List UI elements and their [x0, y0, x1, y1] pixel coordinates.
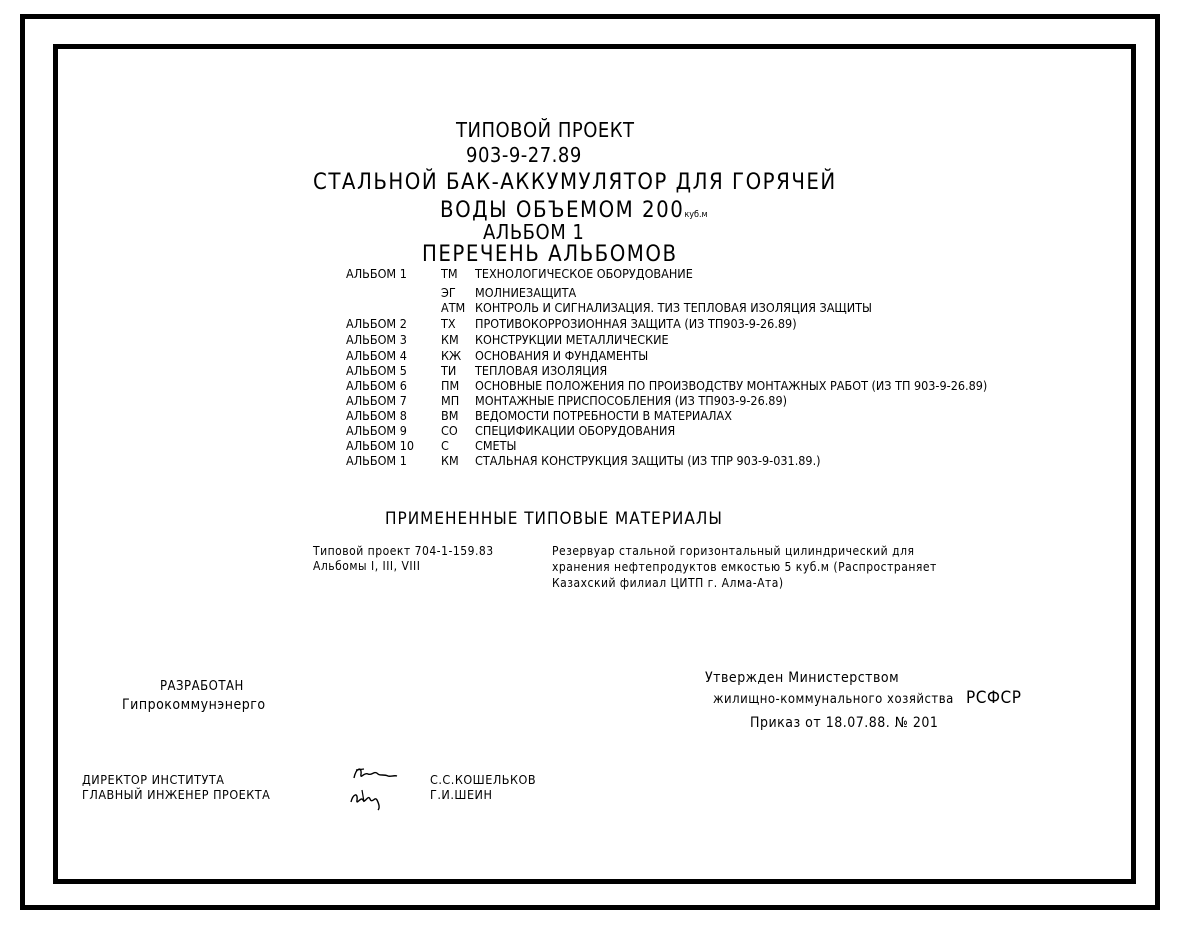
album-row: [346, 440, 516, 453]
album-row: [346, 350, 648, 363]
album-number: АЛЬБОМ 8: [346, 408, 407, 423]
album-number: АЛЬБОМ 2: [346, 316, 407, 331]
signature-director: [350, 764, 400, 786]
album-code: ТХ: [441, 316, 456, 331]
approval-country: РСФСР: [965, 688, 1022, 708]
album-number: АЛЬБОМ 7: [346, 393, 407, 408]
album-title: СМЕТЫ: [475, 438, 517, 453]
materials-desc-line3: Казахский филиал ЦИТП г. Алма-Ата): [552, 576, 784, 590]
approval-line2: [713, 690, 1021, 707]
album-row: [346, 410, 732, 423]
album-code: ВМ: [441, 408, 459, 423]
role-chief-engineer: ГЛАВНЫЙ ИНЖЕНЕР ПРОЕКТА: [82, 787, 271, 802]
album-row: [346, 425, 675, 438]
materials-albums: Альбомы I, III, VIII: [313, 559, 421, 573]
album-title: ТЕПЛОВАЯ ИЗОЛЯЦИЯ: [475, 363, 608, 378]
album-title: ОСНОВАНИЯ И ФУНДАМЕНТЫ: [475, 348, 649, 363]
album-title: СПЕЦИФИКАЦИИ ОБОРУДОВАНИЯ: [475, 423, 676, 438]
album-number: АЛЬБОМ 10: [346, 438, 415, 453]
album-row: [346, 380, 987, 393]
signature-chief-engineer: [348, 786, 388, 812]
album-code: КЖ: [441, 348, 462, 363]
approval-line1: Утвержден Министерством: [705, 670, 900, 686]
project-number: 903-9-27.89: [466, 143, 582, 167]
approval-ministry: жилищно-коммунального хозяйства: [713, 692, 954, 707]
album-code: ТИ: [441, 363, 457, 378]
materials-desc-line1: Резервуар стальной горизонтальный цилиндрический для: [552, 544, 915, 558]
album-number: АЛЬБОМ 3: [346, 332, 407, 347]
album-code: СО: [441, 423, 458, 438]
album-row: [346, 455, 821, 468]
album-row: [346, 287, 576, 300]
materials-desc-line2: хранения нефтепродуктов емкостью 5 куб.м (Распространяет: [552, 560, 937, 574]
album-number: АЛЬБОМ 5: [346, 363, 407, 378]
approval-order: Приказ от 18.07.88. № 201: [750, 715, 939, 731]
album-code: ТМ: [441, 266, 458, 281]
album-row: [346, 302, 872, 315]
album-code: МП: [441, 393, 460, 408]
developer-org: Гипрокоммунэнерго: [122, 697, 266, 713]
album-row: [346, 395, 787, 408]
album-row: [346, 318, 797, 331]
album-row: [346, 365, 607, 378]
name-chief-engineer: Г.И.ШЕИН: [430, 787, 493, 802]
album-title: ТЕХНОЛОГИЧЕСКОЕ ОБОРУДОВАНИЕ: [475, 266, 693, 281]
name-director: С.С.КОШЕЛЬКОВ: [430, 772, 537, 787]
developer-label: РАЗРАБОТАН: [160, 679, 244, 694]
album-title: КОНТРОЛЬ И СИГНАЛИЗАЦИЯ. ТИЗ ТЕПЛОВАЯ ИЗОЛЯЦИЯ ЗАЩИТЫ: [475, 300, 872, 315]
album-row: [346, 334, 669, 347]
project-title-line1: СТАЛЬНОЙ БАК-АККУМУЛЯТОР ДЛЯ ГОРЯЧЕЙ: [313, 170, 837, 195]
album-code: АТМ: [441, 300, 466, 315]
role-director: ДИРЕКТОР ИНСТИТУТА: [82, 772, 225, 787]
album-row: [346, 268, 693, 281]
album-title: МОЛНИЕЗАЩИТА: [475, 285, 577, 300]
album-code: КМ: [441, 453, 459, 468]
materials-heading: ПРИМЕНЕННЫЕ ТИПОВЫЕ МАТЕРИАЛЫ: [385, 509, 723, 529]
album-title: ОСНОВНЫЕ ПОЛОЖЕНИЯ ПО ПРОИЗВОДСТВУ МОНТАЖНЫХ РАБОТ (ИЗ ТП 903-9-26.89): [475, 378, 988, 393]
project-title-line2-text: ВОДЫ ОБЪЕМОМ 200: [440, 198, 685, 223]
album-title: ВЕДОМОСТИ ПОТРЕБНОСТИ В МАТЕРИАЛАХ: [475, 408, 732, 423]
volume-unit: куб.м: [684, 210, 708, 220]
album-title: КОНСТРУКЦИИ МЕТАЛЛИЧЕСКИЕ: [475, 332, 669, 347]
project-type: ТИПОВОЙ ПРОЕКТ: [456, 118, 635, 142]
album-code: ПМ: [441, 378, 460, 393]
album-label: АЛЬБОМ 1: [483, 220, 585, 244]
album-code: ЭГ: [441, 285, 456, 300]
album-number: АЛЬБОМ 4: [346, 348, 407, 363]
album-title: МОНТАЖНЫЕ ПРИСПОСОБЛЕНИЯ (ИЗ ТП903-9-26.89): [475, 393, 788, 408]
album-list-heading: ПЕРЕЧЕНЬ АЛЬБОМОВ: [422, 242, 678, 267]
album-number: АЛЬБОМ 9: [346, 423, 407, 438]
album-number: АЛЬБОМ 1: [346, 266, 407, 281]
album-number: АЛЬБОМ 1: [346, 453, 407, 468]
album-number: АЛЬБОМ 6: [346, 378, 407, 393]
album-code: КМ: [441, 332, 459, 347]
project-title-line2: [440, 200, 708, 222]
album-title: СТАЛЬНАЯ КОНСТРУКЦИЯ ЗАЩИТЫ (ИЗ ТПР 903-9-031.89.): [475, 453, 821, 468]
materials-project: Типовой проект 704-1-159.83: [313, 544, 494, 558]
album-code: С: [441, 438, 449, 453]
album-title: ПРОТИВОКОРРОЗИОННАЯ ЗАЩИТА (ИЗ ТП903-9-26.89): [475, 316, 797, 331]
